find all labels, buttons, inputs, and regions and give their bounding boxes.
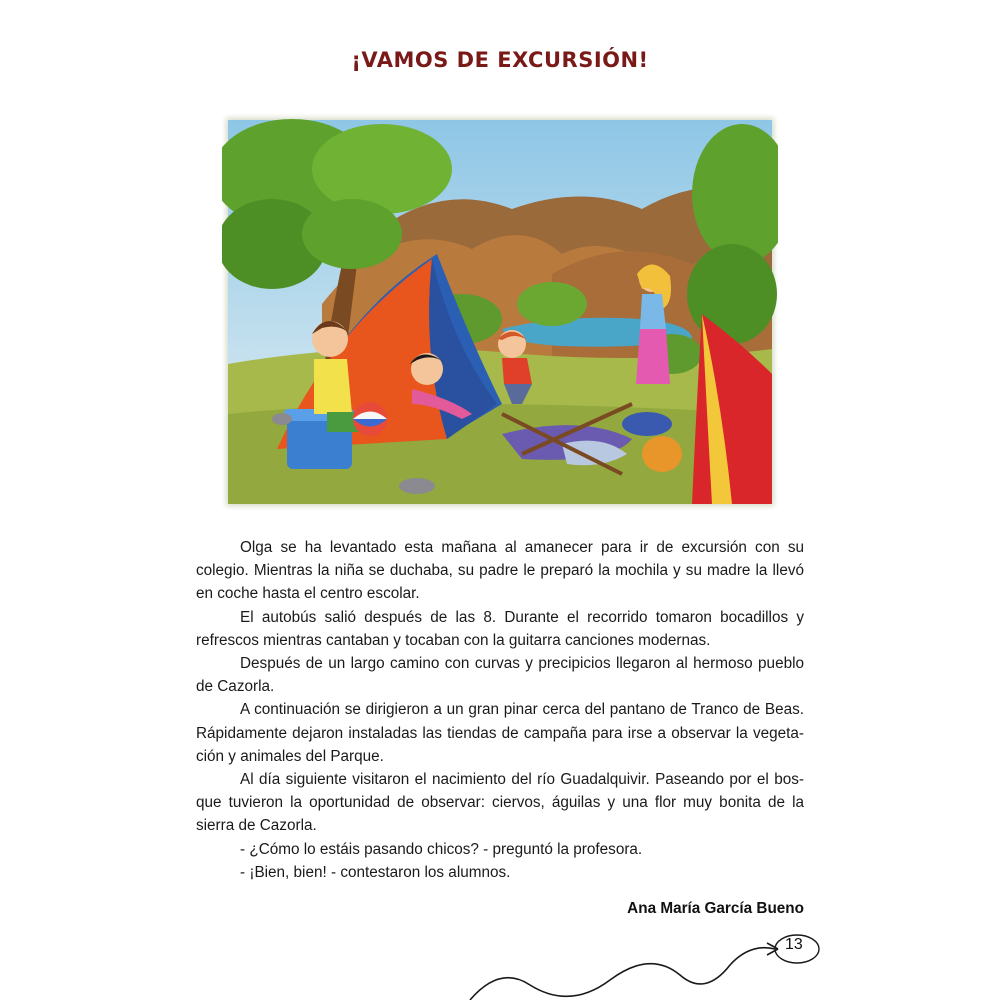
dialogue-line: - ¿Cómo lo estáis pasando chicos? - preguntó la profesora. xyxy=(240,840,643,858)
story-paragraph: Al día siguiente visitaron el nacimiento del río Guadalquivir. Paseando por el bosque tuvieron la oportunidad de observar: ciervos, águilas y una flor muy bonita de la sierra de Cazorla. xyxy=(196,771,804,835)
story-paragraph: El autobús salió después de las 8. Durante el recorrido tomaron bocadillos y refrescos mientras cantaban y tocaban con la guitarra canciones modernas. xyxy=(196,608,804,649)
dialogue-line: - ¡Bien, bien! - contestaron los alumnos. xyxy=(240,863,511,881)
story-paragraph: A continuación se dirigieron a un gran pinar cerca del pantano de Tranco de Beas. Rápidamente dejaron instaladas las tiendas de campaña para irse a observar la vegetación y animales del Parque. xyxy=(196,701,804,765)
author-name: Ana María García Bueno xyxy=(627,900,804,917)
camping-scene-illustration xyxy=(222,114,778,510)
page-number-decoration xyxy=(440,925,840,1000)
story-text xyxy=(196,536,804,884)
story-paragraph: Después de un largo camino con curvas y precipicios llegaron al hermoso pueblo de Cazorla. xyxy=(196,655,804,696)
story-paragraph: Olga se ha levantado esta mañana al amanecer para ir de excursión con su colegio. Mientras la niña se duchaba, su padre le preparó la mochila y su madre la llevó en coche hasta el centro escolar. xyxy=(196,539,804,603)
page-number: 13 xyxy=(785,936,803,953)
page-number-cord-decoration xyxy=(440,925,840,1000)
page-title: ¡VAMOS DE EXCURSIÓN! xyxy=(351,48,649,72)
